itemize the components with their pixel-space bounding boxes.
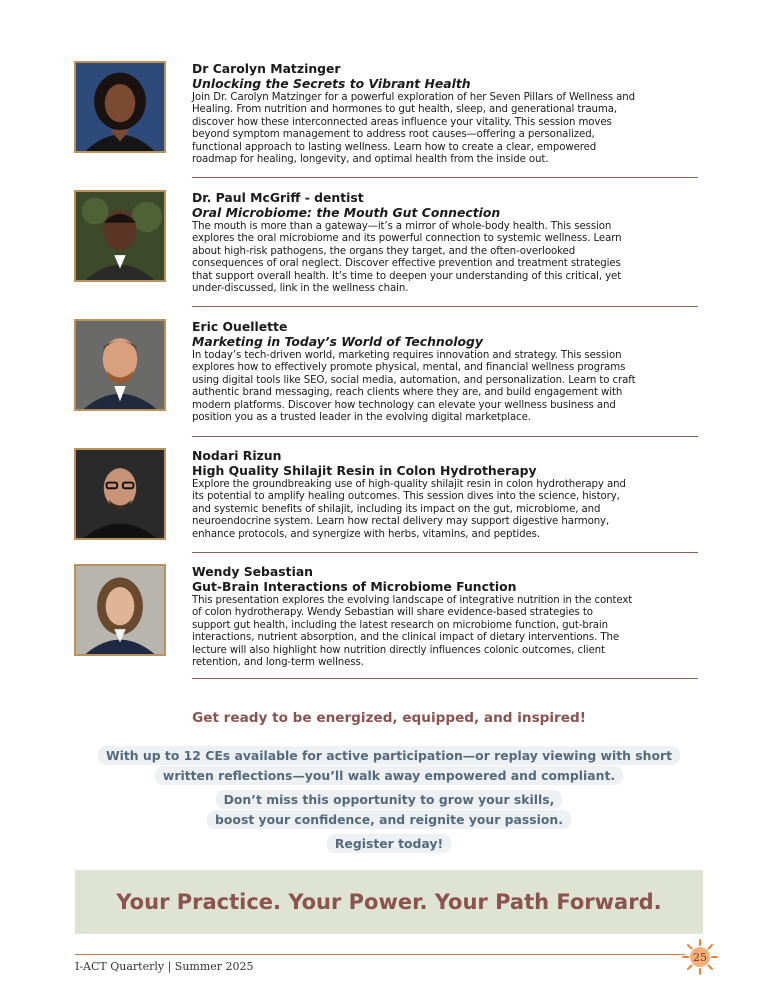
description-line: roadmap for healing, longevity, and optimal health from the inside out. xyxy=(192,154,549,166)
register-link[interactable]: Register today! xyxy=(327,834,451,853)
speaker-name: Wendy Sebastian xyxy=(192,564,313,579)
description-line: Explore the groundbreaking use of high-quality shilajit resin in colon hydrotherapy and xyxy=(192,479,626,490)
divider xyxy=(192,306,698,307)
description-line: In today’s tech-driven world, marketing requires innovation and strategy. This session xyxy=(192,350,622,361)
description-line: position you as a trusted leader in the evolving digital marketplace. xyxy=(192,412,531,424)
description-line: of colon hydrotherapy. Wendy Sebastian will share evidence-based strategies to xyxy=(192,607,593,619)
description-line: under-discussed, link in the wellness chain. xyxy=(192,283,409,295)
person-photo-icon xyxy=(76,566,164,654)
opportunity-text xyxy=(0,789,778,829)
description-line: lecture will also highlight how nutrition directly influences colonic outcomes, client xyxy=(192,644,605,656)
description-line: that support overall health. It’s time to deepen your understanding of this critical, yet xyxy=(192,270,622,282)
footer-divider xyxy=(75,954,685,955)
session-description xyxy=(192,350,698,424)
description-line: its potential to amplify healing outcomes. This session dives into the science, history, xyxy=(192,491,620,503)
person-photo-icon xyxy=(76,450,164,538)
description-line: enhance protocols, and synergize with herbs, vitamins, and peptides. xyxy=(192,528,540,540)
ce-info xyxy=(0,745,778,785)
description-line: authentic brand messaging, reach clients where they are, and build engagement with xyxy=(192,387,623,399)
tagline-banner xyxy=(75,870,703,934)
person-photo-icon xyxy=(76,63,164,151)
person-photo-icon xyxy=(76,321,164,409)
session-title: Oral Microbiome: the Mouth Gut Connection xyxy=(192,205,501,220)
ce-info-line: written reflections—you’ll walk away empowered and compliant. xyxy=(155,766,623,785)
description-line: Join Dr. Carolyn Matzinger for a powerful exploration of her Seven Pillars of Wellness and xyxy=(192,92,635,103)
sun-icon xyxy=(682,939,718,975)
publication-footer: I-ACT Quarterly | Summer 2025 xyxy=(75,960,254,973)
session-description xyxy=(192,479,698,541)
speaker-photo xyxy=(74,448,166,540)
description-line: modern platforms. Discover how technology can elevate your wellness business and xyxy=(192,399,616,411)
ce-info-line: With up to 12 CEs available for active participation—or replay viewing with short xyxy=(98,746,680,765)
page-number: 25 xyxy=(693,951,707,964)
session-description xyxy=(192,595,698,669)
description-line: about high-risk pathogens, the organs they target, and the often-overlooked xyxy=(192,245,576,257)
description-line: Healing. From nutrition and hormones to gut health, sleep, and generational trauma, xyxy=(192,104,617,116)
speaker-photo xyxy=(74,564,166,656)
speaker-photo xyxy=(74,190,166,282)
divider xyxy=(192,436,698,437)
description-line: neuroendocrine system. Learn how rectal delivery may support digestive harmony, xyxy=(192,516,610,528)
description-line: explores the oral microbiome and its powerful connection to systemic wellness. Learn xyxy=(192,233,622,245)
description-line: support gut health, including the latest research on microbiome function, gut-brain xyxy=(192,619,609,631)
description-line: using digital tools like SEO, social media, automation, and personalization. Learn to craft xyxy=(192,374,636,386)
session-description xyxy=(192,92,698,166)
speaker-photo xyxy=(74,61,166,153)
tagline-text: Your Practice. Your Power. Your Path Forward. xyxy=(116,890,662,914)
session-description xyxy=(192,221,698,295)
session-title: Gut-Brain Interactions of Microbiome Function xyxy=(192,579,517,594)
description-line: functional approach to lasting wellness. Learn how to create a clear, empowered xyxy=(192,141,597,153)
description-line: retention, and long-term wellness. xyxy=(192,657,364,669)
description-line: beyond symptom management to address root causes—offering a personalized, xyxy=(192,129,595,141)
divider xyxy=(192,678,698,679)
person-photo-icon xyxy=(76,192,164,280)
divider xyxy=(192,177,698,178)
description-line: explores how to effectively promote physical, mental, and financial wellness programs xyxy=(192,362,626,374)
description-line: and systemic benefits of shilajit, including its impact on the gut, microbiome, and xyxy=(192,503,601,515)
speaker-photo xyxy=(74,319,166,411)
page-number-badge xyxy=(682,939,718,975)
speaker-name: Dr. Paul McGriff - dentist xyxy=(192,190,364,205)
divider xyxy=(192,552,698,553)
register-call xyxy=(0,833,778,853)
opportunity-line: Don’t miss this opportunity to grow your skills, xyxy=(216,790,563,809)
opportunity-line: boost your confidence, and reignite your passion. xyxy=(207,810,571,829)
session-title: Unlocking the Secrets to Vibrant Health xyxy=(192,76,471,91)
session-title: Marketing in Today’s World of Technology xyxy=(192,334,483,349)
cta-headline: Get ready to be energized, equipped, and inspired! xyxy=(192,710,586,726)
session-title: High Quality Shilajit Resin in Colon Hydrotherapy xyxy=(192,463,537,478)
description-line: consequences of oral neglect. Discover effective prevention and treatment strategies xyxy=(192,258,621,270)
description-line: discover how these interconnected areas influence your vitality. This session moves xyxy=(192,116,612,128)
speaker-name: Dr Carolyn Matzinger xyxy=(192,61,341,76)
description-line: The mouth is more than a gateway—it’s a mirror of whole-body health. This session xyxy=(192,221,612,232)
description-line: This presentation explores the evolving landscape of integrative nutrition in the context xyxy=(192,595,633,606)
speaker-name: Eric Ouellette xyxy=(192,319,288,334)
speaker-name: Nodari Rizun xyxy=(192,448,282,463)
description-line: interactions, nutrient absorption, and the clinical impact of dietary interventions. The xyxy=(192,632,620,644)
